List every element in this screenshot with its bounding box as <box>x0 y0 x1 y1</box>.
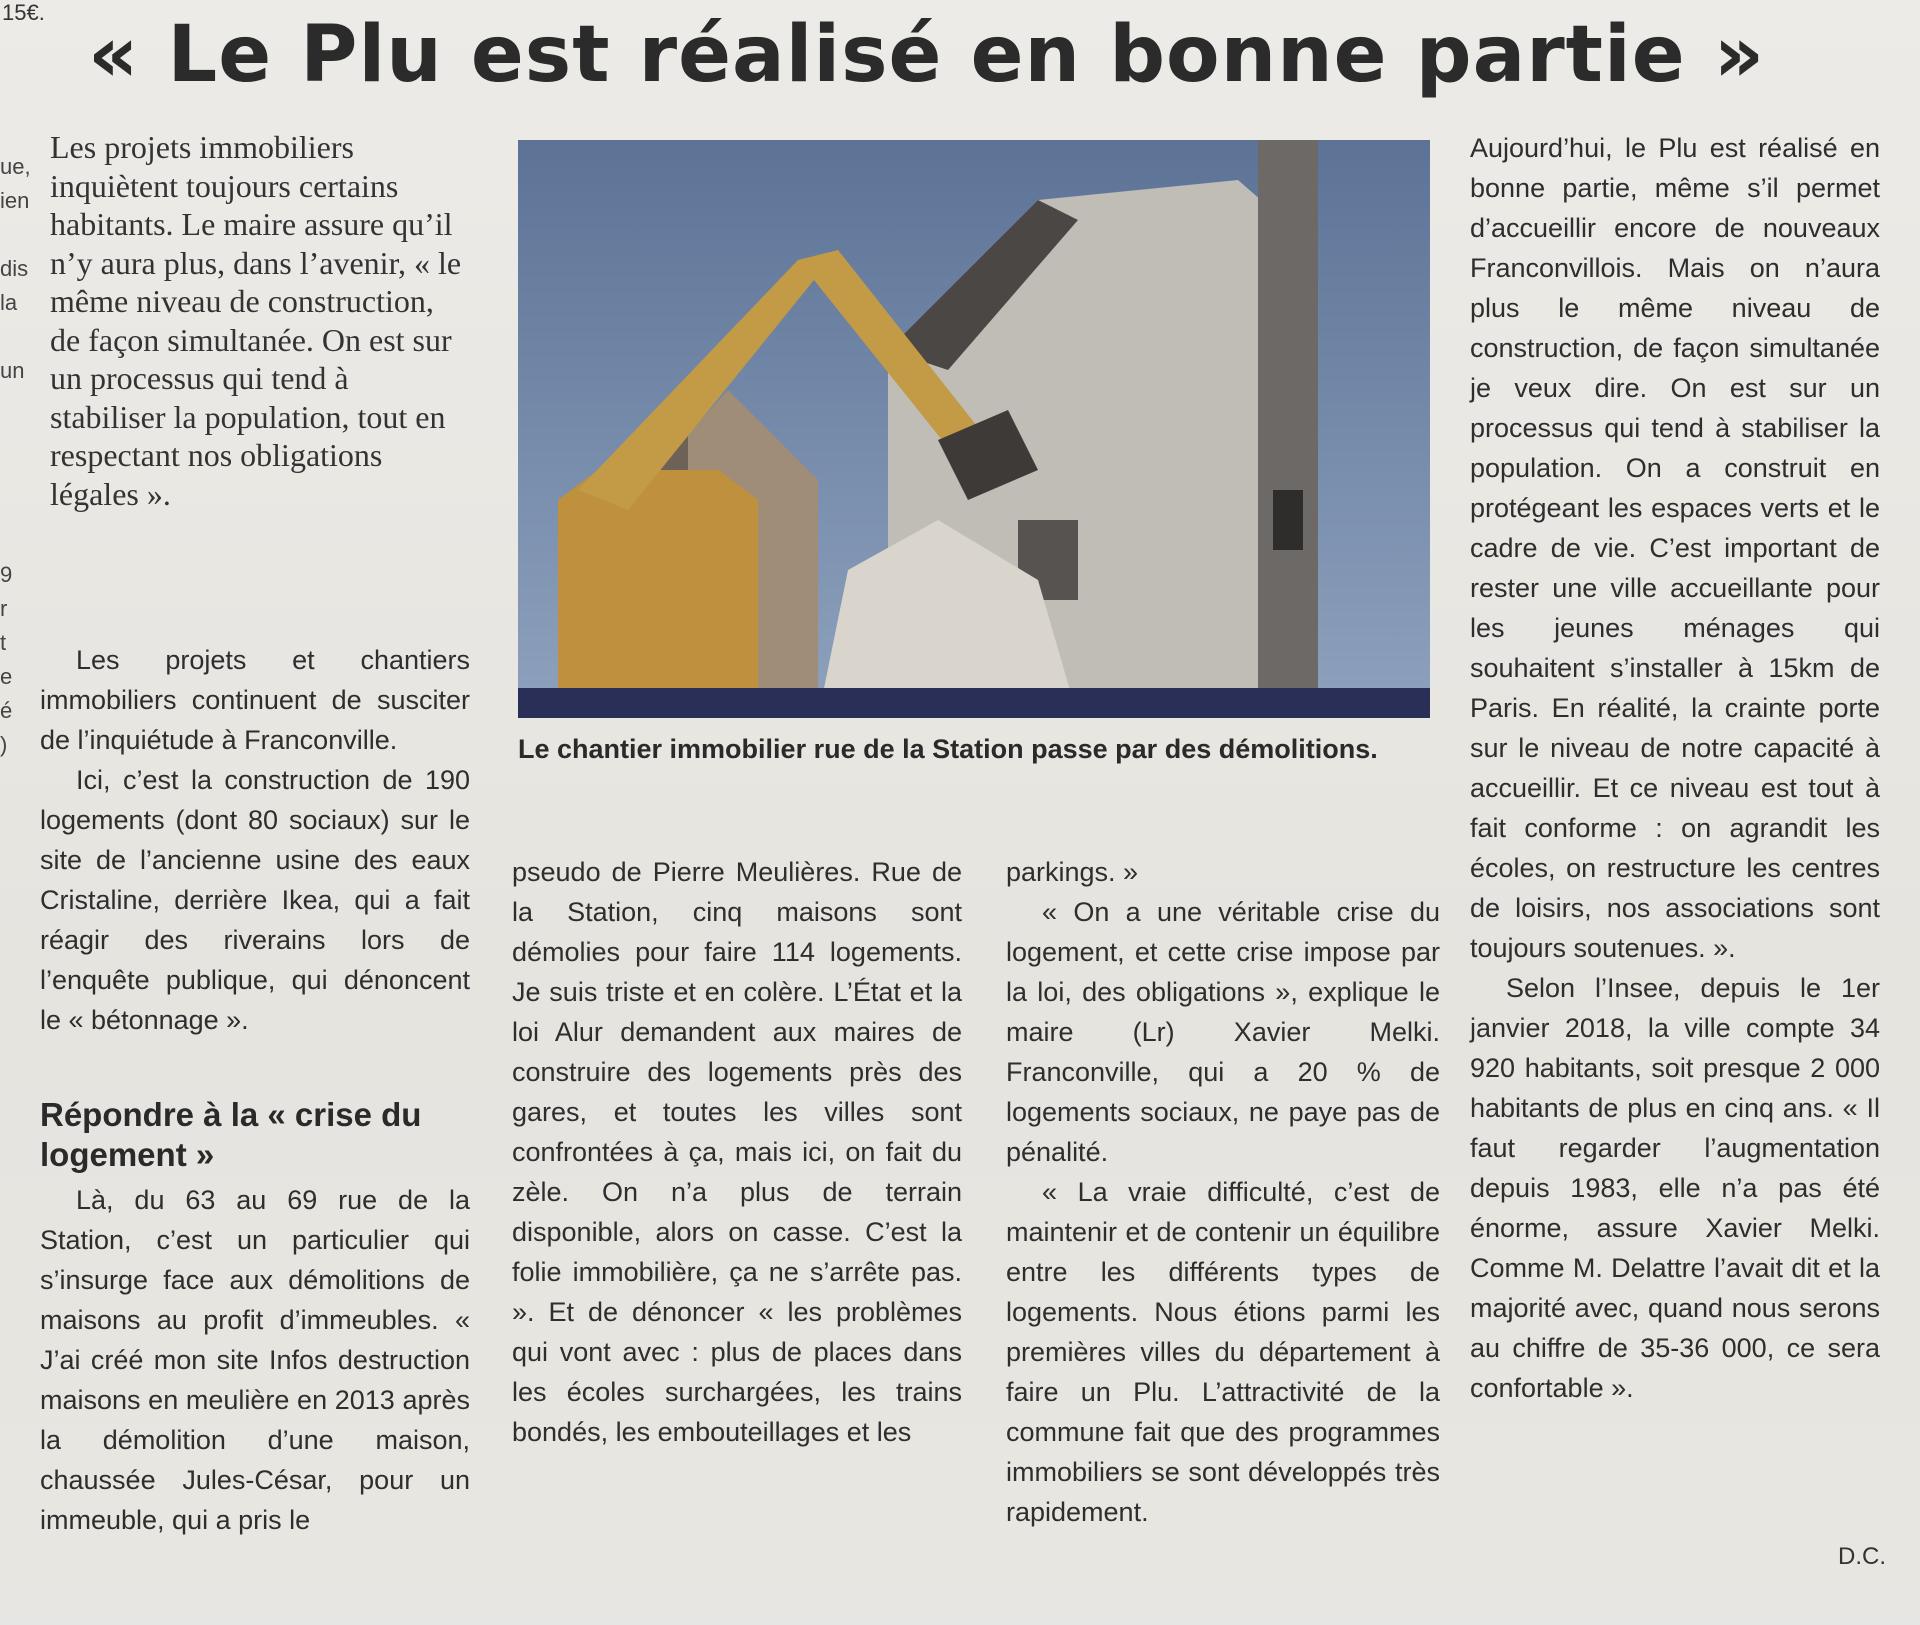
column-2 <box>512 852 962 1452</box>
subheading: Répondre à la « crise du logement » <box>40 1096 422 1173</box>
utility-pole <box>1258 140 1318 718</box>
margin-fragment <box>0 218 40 252</box>
margin-fragment: ) <box>0 732 8 757</box>
margin-fragment: t <box>0 630 7 655</box>
article-photo <box>518 140 1430 718</box>
photo-caption: Le chantier immobilier rue de la Station passe par des démolitions. <box>518 734 1378 764</box>
paragraph: Les projets et chantiers immobiliers continuent de susciter de l’inquiétude à Franconville. <box>40 645 470 755</box>
margin-fragment: r <box>0 596 8 621</box>
column-3 <box>1006 852 1440 1532</box>
margin-fragment: e <box>0 664 13 689</box>
margin-fragment <box>0 456 40 490</box>
paragraph: parkings. » <box>1006 857 1139 887</box>
margin-fragment: ien <box>0 188 30 213</box>
paragraph: Ici, c’est la construction de 190 logements (dont 80 sociaux) sur le site de l’ancienne usine des eaux Cristaline, derrière Ikea, qui a fait réagir des riverains lors de l’enquête publique, qui dénoncent le « bétonnage ». <box>40 765 470 1035</box>
author-signature: D.C. <box>1838 1543 1886 1570</box>
paper-fold <box>0 1575 1920 1625</box>
column-1-intro <box>40 640 470 1040</box>
site-fence <box>518 688 1430 718</box>
paragraph: Aujourd’hui, le Plu est réalisé en bonne partie, même s’il permet d’accueillir encore de nouveaux Franconvillois. Mais on n’aura plus le même niveau de construction, de façon simultanée je veux dire. On est sur un processus qui tend à stabiliser la population. On a construit en protégeant les espaces verts et le cadre de vie. C’est important de rester une ville accueillante pour les jeunes ménages qui souhaitent s’installer à 15km de Paris. En réalité, la crainte porte sur le niveau de notre capacité à accueillir. Et ce niveau est tout à fait conforme : on agrandit les écoles, on restructure les centres de loisirs, nos associations sont toujours soutenues. ». <box>1470 133 1880 963</box>
margin-fragment <box>0 422 40 456</box>
column-1-body <box>40 1180 470 1540</box>
margin-fragments <box>0 150 40 762</box>
headline: « Le Plu est réalisé en bonne partie » <box>88 10 1766 100</box>
margin-fragment <box>0 490 40 524</box>
margin-fragment <box>0 320 40 354</box>
paragraph: pseudo de Pierre Meulières. Rue de la Station, cinq maisons sont démolies pour faire 114 logements. Je suis triste et en colère. L’État et la loi Alur demandent aux maires de construire des logements près des gares, et toutes les villes sont confrontées à ça, mais ici, on fait du zèle. On n’a plus de terrain disponible, alors on casse. C’est la folie immobilière, ça ne s’arrête pas. ». Et de dénoncer « les problèmes qui vont avec : plus de places dans les écoles surchargées, les trains bondés, les embouteillages et les <box>512 857 962 1447</box>
lead-paragraph: Les projets immobiliers inquiètent toujours certains habitants. Le maire assure qu’il n’y aura plus, dans l’avenir, « le même niveau de construction, de façon simultanée. On est sur un processus qui tend à stabiliser la population, tout en respectant nos obligations légales ». <box>50 129 462 512</box>
margin-fragment <box>0 524 40 558</box>
margin-fragment: é <box>0 698 13 723</box>
column-4 <box>1470 128 1880 1408</box>
demolition-photo <box>518 140 1430 718</box>
excavator-body <box>558 470 758 718</box>
margin-fragment: un <box>0 358 25 383</box>
margin-fragment: ue, <box>0 154 31 179</box>
paragraph: Selon l’Insee, depuis le 1er janvier 2018, la ville compte 34 920 habitants, soit presque 2 000 habitants de plus en cinq ans. « Il faut regarder l’augmentation depuis 1983, elle n’a pas été énorme, assure Xavier Melki. Comme M. Delattre l’avait dit et la majorité avec, quand nous serons au chiffre de 35-36 000, ce sera confortable ». <box>1470 973 1880 1403</box>
paragraph: « On a une véritable crise du logement, et cette crise impose par la loi, des obligations », explique le maire (Lr) Xavier Melki. Franconville, qui a 20 % de logements sociaux, ne paye pas de pénalité. <box>1006 897 1440 1167</box>
paragraph: « La vraie difficulté, c’est de maintenir et de contenir un équilibre entre les différents types de logements. Nous étions parmi les premières villes du département à faire un Plu. L’attractivité de la commune fait que des programmes immobiliers se sont développés très rapidement. <box>1006 1177 1440 1527</box>
margin-fragment: 9 <box>0 562 13 587</box>
price-fragment: 15€. <box>2 0 45 25</box>
margin-fragment: dis <box>0 256 29 281</box>
margin-fragment: la <box>0 290 18 315</box>
margin-fragment <box>0 388 40 422</box>
paragraph: Là, du 63 au 69 rue de la Station, c’est un particulier qui s’insurge face aux démolitions de maisons au profit d’immeubles. « J’ai créé mon site Infos destruction maisons en meulière en 2013 après la démolition d’une maison, chaussée Jules-César, pour un immeuble, qui a pris le <box>40 1185 470 1535</box>
